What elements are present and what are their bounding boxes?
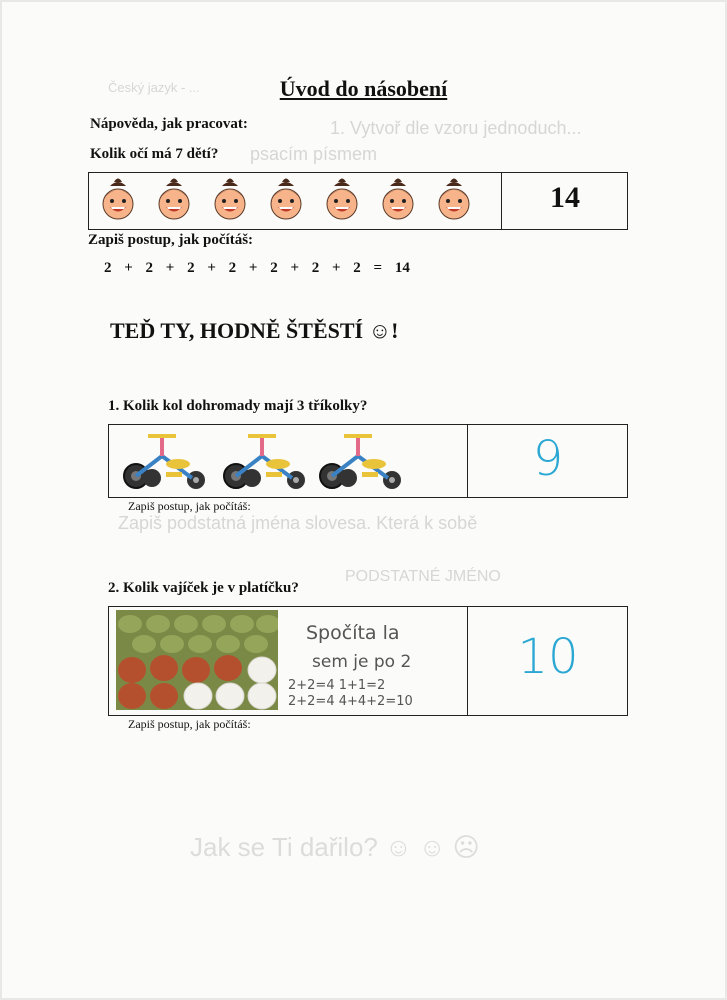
task2-answer-divider (467, 607, 468, 715)
task1-question: 1. Kolik kol dohromady mají 3 tříkolky? (108, 398, 368, 414)
child-face-icon (324, 176, 360, 222)
example-method-label: Zapiš postup, jak počítáš: (88, 232, 254, 248)
tricycle-icon (122, 428, 206, 492)
example-answer: 14 (550, 181, 580, 214)
bleed-through-line: PODSTATNÉ JMÉNO (345, 568, 501, 585)
bleed-through-line: 1. Vytvoř dle vzoru jednoduch... (330, 118, 582, 138)
hint-label: Nápověda, jak pracovat: (90, 116, 248, 132)
task2-method-label: Zapiš postup, jak počítáš: (128, 717, 251, 731)
task1-method-label: Zapiš postup, jak počítáš: (128, 499, 251, 513)
child-face-icon (156, 176, 192, 222)
task1-answer-divider (467, 425, 468, 497)
bleed-through-bottom: Jak se Ti dařilo? ☺ ☺ ☹ (190, 832, 480, 862)
task2-note-line4: 2+2=4 4+4+2=10 (288, 694, 413, 709)
task1-answer: 9 (532, 431, 564, 487)
egg-carton-image (116, 610, 278, 710)
child-face-icon (436, 176, 472, 222)
bleed-through-line: Český jazyk - ... (108, 80, 200, 95)
child-face-icon (100, 176, 136, 222)
example-question: Kolik očí má 7 dětí? (90, 146, 219, 162)
task2-answer: 10 (517, 629, 579, 685)
bleed-through-line: Zapiš podstatná jména slovesa. Která k sobě (118, 513, 478, 533)
task2-note-line1: Spočíta la (306, 622, 400, 644)
your-turn-heading: TEĎ TY, HODNĚ ŠTĚSTÍ ☺! (110, 318, 399, 343)
child-face-icon (268, 176, 304, 222)
page-title: Úvod do násobení (279, 76, 448, 101)
child-face-icon (380, 176, 416, 222)
tricycle-icon (318, 428, 402, 492)
bleed-through-line: psacím písmem (250, 144, 378, 164)
tricycle-icon (222, 428, 306, 492)
task2-note-line2: sem je po 2 (312, 652, 412, 672)
example-answer-divider (501, 173, 502, 229)
task2-question: 2. Kolik vajíček je v platíčku? (108, 580, 299, 596)
child-face-icon (212, 176, 248, 222)
task2-note-line3: 2+2=4 1+1=2 (288, 678, 386, 693)
example-calculation: 2 + 2 + 2 + 2 + 2 + 2 + 2 = 14 (104, 260, 410, 276)
